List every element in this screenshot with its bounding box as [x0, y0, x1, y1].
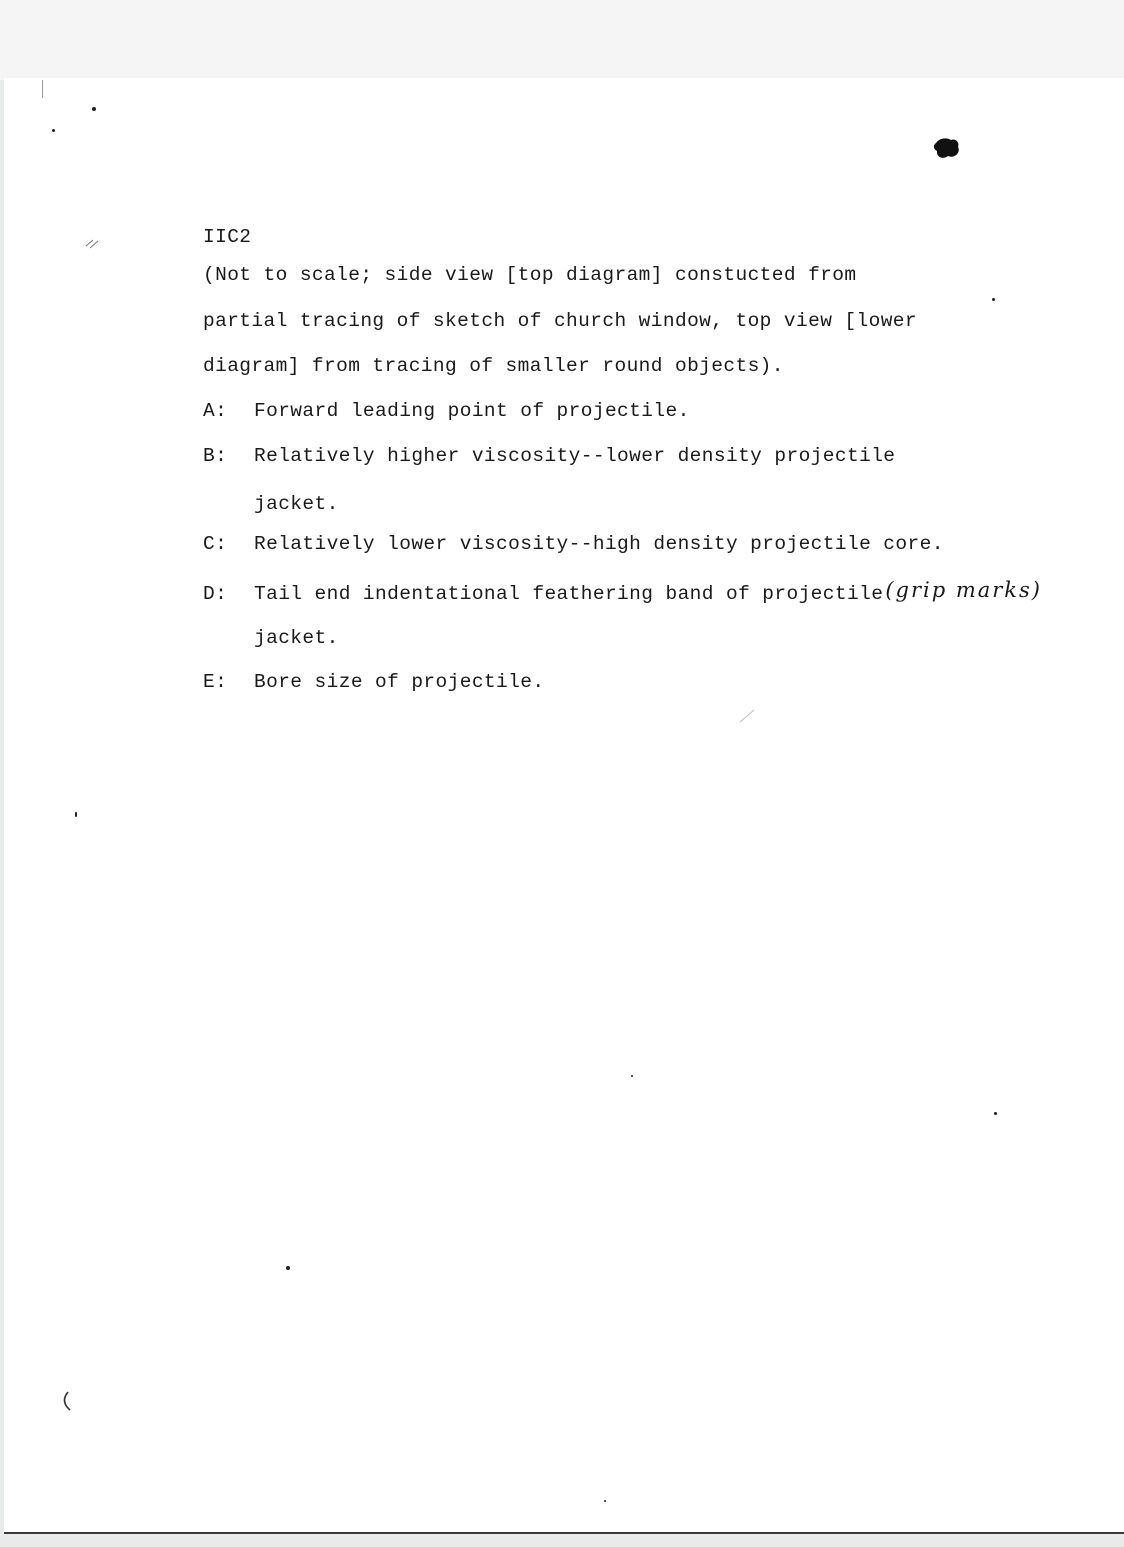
- intro-line: diagram] from tracing of smaller round objects).: [203, 355, 784, 377]
- legend-text: Tail end indentational feathering band of projectile: [254, 583, 884, 605]
- scan-speck: [604, 1500, 606, 1502]
- ink-blot-mark: [933, 137, 961, 161]
- scan-top-margin: [0, 0, 1124, 80]
- scan-speck: [992, 298, 995, 301]
- document-page: [4, 78, 1124, 1534]
- legend-continuation: jacket.: [254, 493, 339, 515]
- legend-continuation: jacket.: [254, 627, 339, 649]
- scan-speck: [286, 1266, 290, 1270]
- document-id: IIC2: [203, 226, 252, 248]
- scan-mark: [84, 236, 100, 250]
- legend-key: E:: [203, 671, 228, 693]
- scan-speck: [631, 1075, 633, 1077]
- scan-speck: [75, 812, 77, 817]
- legend-key: D:: [203, 583, 228, 605]
- legend-text: Relatively higher viscosity--lower density projectile: [254, 445, 896, 467]
- legend-key: A:: [203, 400, 228, 422]
- legend-item-c: [203, 535, 944, 555]
- legend-text: Bore size of projectile.: [254, 671, 545, 693]
- intro-line: partial tracing of sketch of church window, top view [lower: [203, 310, 918, 332]
- scan-speck: [52, 129, 55, 132]
- legend-item-d: [203, 580, 1042, 605]
- legend-item-b: [203, 447, 895, 467]
- scan-speck: [994, 1112, 997, 1115]
- legend-key: C:: [203, 533, 228, 555]
- scan-mark: [738, 708, 756, 724]
- handwritten-annotation: (grip marks): [885, 578, 1042, 602]
- legend-text: Forward leading point of projectile.: [254, 400, 690, 422]
- scan-speck: [92, 107, 96, 111]
- legend-item-e: [203, 673, 544, 693]
- intro-line: (Not to scale; side view [top diagram] constucted from: [203, 264, 857, 286]
- scan-mark: [60, 1390, 76, 1414]
- legend-key: B:: [203, 445, 228, 467]
- scan-mark: [42, 80, 43, 98]
- legend-text: Relatively lower viscosity--high density projectile core.: [254, 533, 944, 555]
- legend-item-a: [203, 402, 690, 422]
